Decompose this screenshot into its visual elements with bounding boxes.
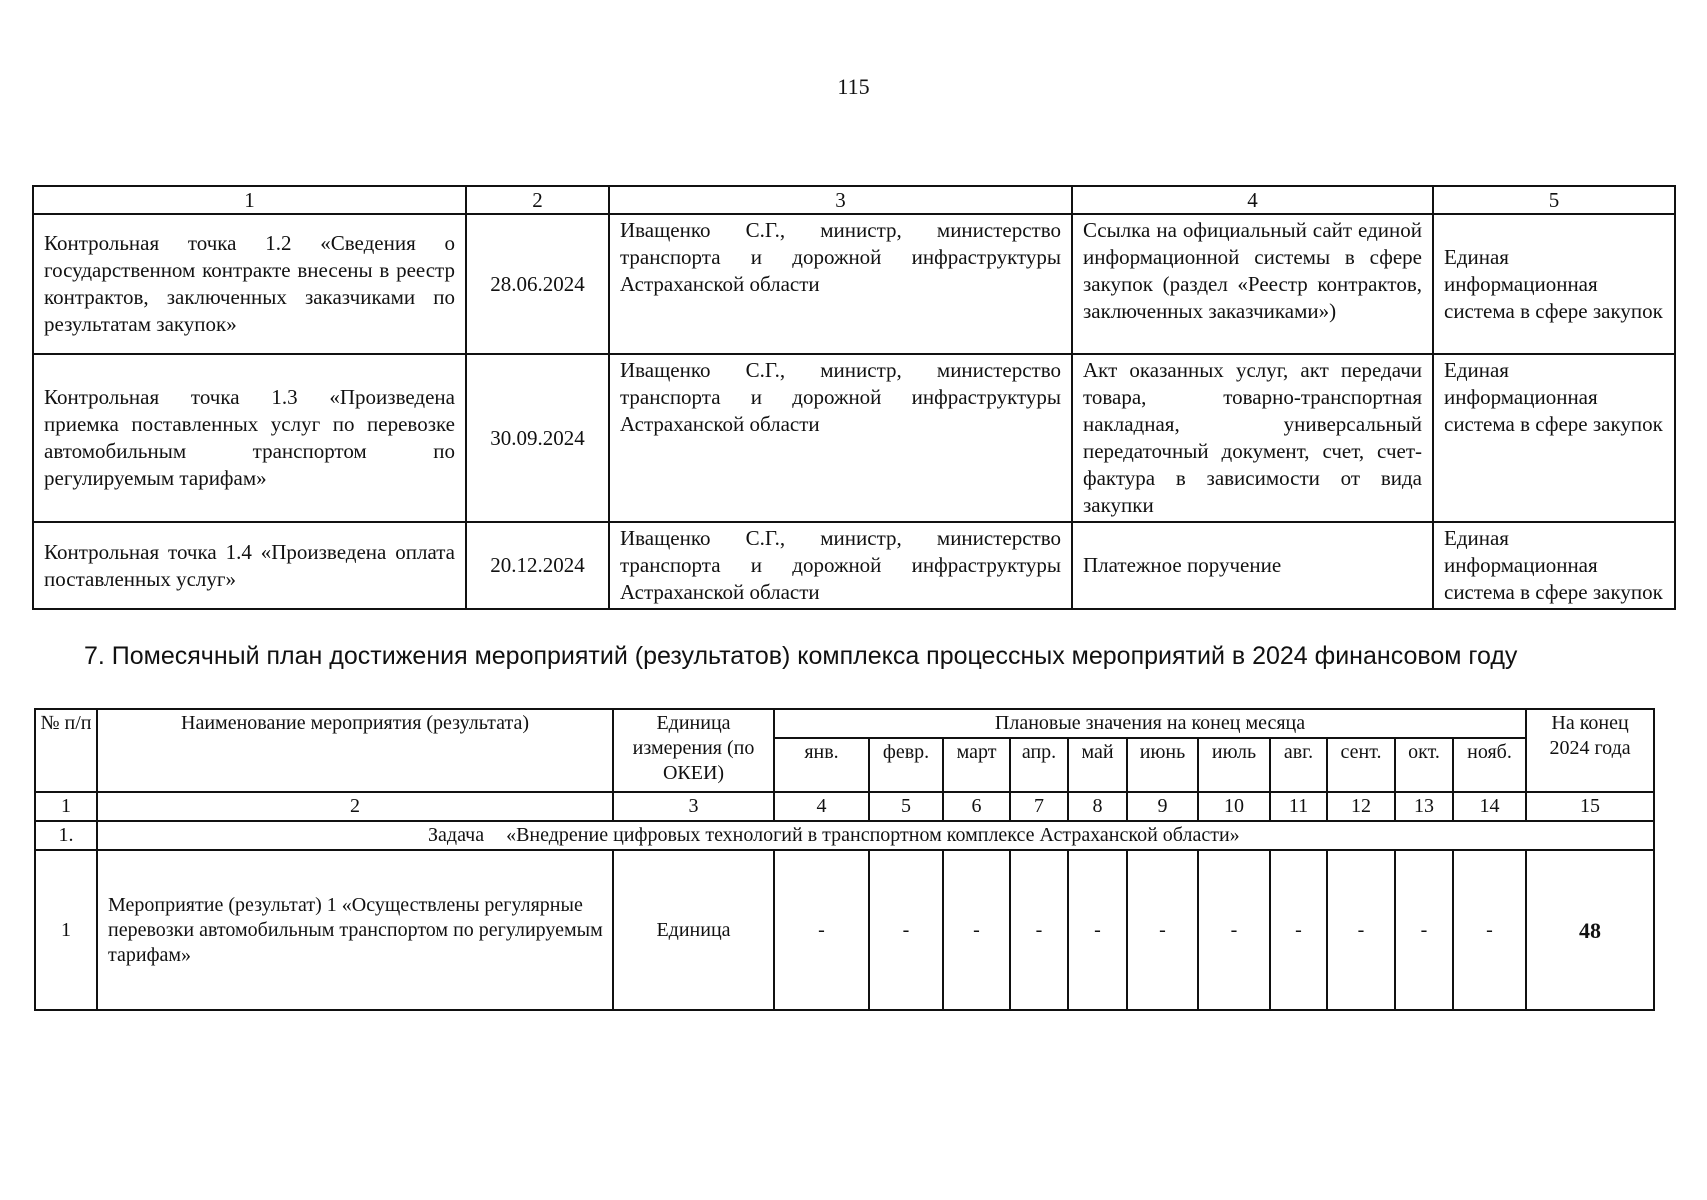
month-sep: сент.: [1327, 738, 1395, 792]
col-number: 4: [774, 792, 869, 821]
task-title: [97, 821, 1654, 850]
month-jul: июль: [1198, 738, 1270, 792]
header-plan: Плановые значения на конец месяца: [774, 709, 1526, 738]
section-title: 7. Помесячный план достижения мероприятий (результатов) комплекса процессных мероприятий в 2024 финансовом году: [84, 642, 1518, 670]
header-cell: 2: [466, 186, 609, 214]
col-number: 5: [869, 792, 943, 821]
header-name: Наименование мероприятия (результата): [97, 709, 613, 792]
table-row: [33, 354, 1675, 522]
control-point-name: Контрольная точка 1.3 «Произведена приемка поставленных услуг по перевозке автомобильным транспортом по регулируемым тарифам»: [33, 354, 466, 522]
value-mar: -: [943, 850, 1010, 1010]
row-number: 1: [35, 850, 97, 1010]
col-number: 15: [1526, 792, 1654, 821]
month-mar: март: [943, 738, 1010, 792]
month-may: май: [1068, 738, 1127, 792]
header-cell: 4: [1072, 186, 1433, 214]
col-number: 11: [1270, 792, 1327, 821]
value-jun: -: [1127, 850, 1198, 1010]
information-system: Единая информационная система в сфере закупок: [1433, 522, 1675, 609]
value-jul: -: [1198, 850, 1270, 1010]
value-sep: -: [1327, 850, 1395, 1010]
header-unit: Единица измерения (по ОКЕИ): [613, 709, 774, 792]
measure-name: Мероприятие (результат) 1 «Осуществлены регулярные перевозки автомобильным транспортом по регулируемым тарифам»: [97, 850, 613, 1010]
table-row: [35, 850, 1654, 1010]
task-number: 1.: [35, 821, 97, 850]
header-year-end: На конец 2024 года: [1526, 709, 1654, 792]
information-system: Единая информационная система в сфере закупок: [1433, 214, 1675, 354]
confirming-document: Платежное поручение: [1072, 522, 1433, 609]
col-number: 12: [1327, 792, 1395, 821]
month-aug: авг.: [1270, 738, 1327, 792]
control-point-name: Контрольная точка 1.4 «Произведена оплата поставленных услуг»: [33, 522, 466, 609]
header-num: № п/п: [35, 709, 97, 792]
responsible-person: Иващенко С.Г., министр, министерство транспорта и дорожной инфраструктуры Астраханской области: [609, 214, 1072, 354]
value-year-end: 48: [1526, 850, 1654, 1010]
header-cell: 1: [33, 186, 466, 214]
month-jun: июнь: [1127, 738, 1198, 792]
confirming-document: Ссылка на официальный сайт единой информационной системы в сфере закупок (раздел «Реестр контрактов, заключенных заказчиками»): [1072, 214, 1433, 354]
table-header-row: [35, 709, 1654, 738]
month-feb: февр.: [869, 738, 943, 792]
control-point-date: 28.06.2024: [466, 214, 609, 354]
responsible-person: Иващенко С.Г., министр, министерство транспорта и дорожной инфраструктуры Астраханской области: [609, 354, 1072, 522]
value-nov: -: [1453, 850, 1526, 1010]
col-number: 13: [1395, 792, 1453, 821]
column-numbers-row: [35, 792, 1654, 821]
information-system: Единая информационная система в сфере закупок: [1433, 354, 1675, 522]
col-number: 1: [35, 792, 97, 821]
col-number: 14: [1453, 792, 1526, 821]
control-points-table: [32, 185, 1676, 610]
month-jan: янв.: [774, 738, 869, 792]
control-point-name: Контрольная точка 1.2 «Сведения о государственном контракте внесены в реестр контрактов, заключенных заказчиками по результатам закупок»: [33, 214, 466, 354]
col-number: 8: [1068, 792, 1127, 821]
responsible-person: Иващенко С.Г., министр, министерство транспорта и дорожной инфраструктуры Астраханской области: [609, 522, 1072, 609]
header-cell: 5: [1433, 186, 1675, 214]
month-apr: апр.: [1010, 738, 1068, 792]
task-row: [35, 821, 1654, 850]
control-point-date: 30.09.2024: [466, 354, 609, 522]
col-number: 6: [943, 792, 1010, 821]
value-aug: -: [1270, 850, 1327, 1010]
control-point-date: 20.12.2024: [466, 522, 609, 609]
col-number: 2: [97, 792, 613, 821]
col-number: 7: [1010, 792, 1068, 821]
page-number: 115: [837, 74, 870, 99]
value-may: -: [1068, 850, 1127, 1010]
measure-unit: Единица: [613, 850, 774, 1010]
table-row: [33, 522, 1675, 609]
col-number: 3: [613, 792, 774, 821]
value-jan: -: [774, 850, 869, 1010]
header-cell: 3: [609, 186, 1072, 214]
table-row: [33, 214, 1675, 354]
monthly-plan-table: [34, 708, 1655, 1011]
col-number: 10: [1198, 792, 1270, 821]
month-nov: нояб.: [1453, 738, 1526, 792]
table-header-row: [33, 186, 1675, 214]
value-apr: -: [1010, 850, 1068, 1010]
month-oct: окт.: [1395, 738, 1453, 792]
value-feb: -: [869, 850, 943, 1010]
task-text: «Внедрение цифровых технологий в транспортном комплексе Астраханской области»: [506, 824, 1240, 846]
task-label: Задача: [428, 824, 485, 846]
value-oct: -: [1395, 850, 1453, 1010]
col-number: 9: [1127, 792, 1198, 821]
confirming-document: Акт оказанных услуг, акт передачи товара, товарно-транспортная накладная, универсальный передаточный документ, счет, счет-фактура в зависимости от вида закупки: [1072, 354, 1433, 522]
